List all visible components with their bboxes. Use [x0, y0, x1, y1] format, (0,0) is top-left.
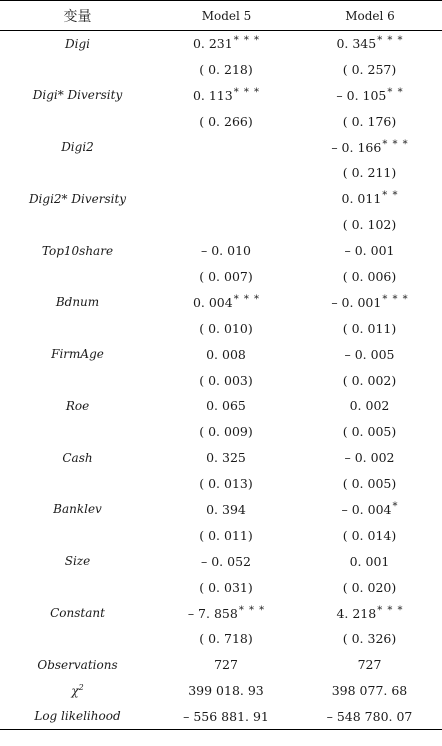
- variable-name: Digi: [65, 36, 90, 51]
- variable-cell: [0, 289, 155, 315]
- variable-cell: [0, 31, 155, 57]
- variable-cell: [0, 108, 155, 134]
- variable-cell: [0, 522, 155, 548]
- variable-cell: [0, 315, 155, 341]
- model-6-value: ( 0. 326): [342, 631, 397, 647]
- model-6-value: ( 0. 005): [342, 476, 397, 492]
- variable-cell: [0, 626, 155, 652]
- model-5-value: ( 0. 009): [199, 424, 253, 440]
- model-6-cell: [298, 212, 442, 238]
- variable-cell: [0, 600, 155, 626]
- variable-name: Roe: [65, 398, 90, 413]
- model-5-cell: [155, 315, 298, 341]
- variable-name: FirmAge: [51, 347, 104, 362]
- header-model-5: Model 5: [155, 1, 298, 31]
- table-row: [0, 212, 442, 238]
- model-5-cell: [155, 264, 298, 290]
- model-5-cell: [155, 574, 298, 600]
- model-6-value: ( 0. 176): [342, 113, 397, 129]
- model-6-value: 0. 011: [341, 191, 382, 207]
- variable-cell: [0, 186, 155, 212]
- model-5-cell: [155, 160, 298, 186]
- variable-name: Observations: [37, 657, 118, 672]
- variable-cell: [0, 419, 155, 445]
- model-6-value: – 0. 005: [344, 346, 395, 362]
- table-row: [0, 600, 442, 626]
- table-row: [0, 264, 442, 290]
- variable-name: Size: [64, 554, 91, 569]
- model-5-significance-stars: * * *: [233, 293, 261, 305]
- table-row: [0, 56, 442, 82]
- table-row: [0, 522, 442, 548]
- variable-cell: [0, 367, 155, 393]
- model-6-value: ( 0. 014): [342, 527, 397, 543]
- model-6-cell: [298, 56, 442, 82]
- model-6-cell: [298, 108, 442, 134]
- header-variable: 变量: [0, 1, 155, 31]
- model-5-cell: [155, 341, 298, 367]
- variable-name: Log likelihood: [34, 709, 121, 724]
- model-5-cell: [155, 419, 298, 445]
- model-5-cell: [155, 108, 298, 134]
- model-6-value: ( 0. 102): [342, 217, 397, 233]
- model-5-value: ( 0. 011): [199, 527, 253, 543]
- model-5-value: – 556 881. 91: [183, 708, 269, 724]
- model-6-value: – 0. 105: [336, 87, 387, 103]
- model-5-value: ( 0. 010): [199, 320, 253, 336]
- table-row: [0, 445, 442, 471]
- variable-superscript: 2: [78, 683, 84, 693]
- model-6-value: – 0. 001: [331, 294, 382, 310]
- model-6-cell: [298, 522, 442, 548]
- model-6-cell: [298, 419, 442, 445]
- model-5-cell: [155, 56, 298, 82]
- table-row: [0, 367, 442, 393]
- variable-cell: [0, 212, 155, 238]
- model-6-value: 0. 001: [349, 553, 390, 569]
- model-6-cell: [298, 264, 442, 290]
- model-5-value: 0. 113: [192, 87, 233, 103]
- model-5-significance-stars: * * *: [238, 604, 266, 616]
- variable-name: Bdnum: [55, 295, 100, 310]
- table-row: [0, 626, 442, 652]
- variable-cell: [0, 445, 155, 471]
- model-6-value: – 0. 166: [331, 139, 382, 155]
- model-6-cell: [298, 574, 442, 600]
- model-6-cell: [298, 471, 442, 497]
- model-5-cell: [155, 238, 298, 264]
- model-6-value: – 0. 004: [341, 501, 392, 517]
- model-6-value: ( 0. 020): [342, 579, 397, 595]
- table-row: [0, 393, 442, 419]
- model-6-cell: [298, 82, 442, 108]
- model-6-cell: [298, 548, 442, 574]
- model-6-cell: [298, 238, 442, 264]
- variable-cell: [0, 652, 155, 678]
- table-row: [0, 186, 442, 212]
- model-5-cell: [155, 522, 298, 548]
- model-6-value: 398 077. 68: [331, 683, 408, 699]
- variable-name: Constant: [50, 606, 105, 621]
- variable-cell: [0, 704, 155, 730]
- model-5-value: 727: [214, 657, 238, 673]
- model-5-value: 0. 231: [192, 36, 233, 52]
- table-row: [0, 108, 442, 134]
- model-5-value: 0. 325: [206, 450, 246, 466]
- model-6-cell: [298, 341, 442, 367]
- model-6-significance-stars: * *: [387, 86, 404, 98]
- header-model-6: Model 6: [298, 1, 442, 31]
- table-body: [0, 31, 442, 730]
- model-6-value: ( 0. 257): [342, 61, 397, 77]
- model-6-cell: [298, 497, 442, 523]
- model-5-cell: [155, 31, 298, 57]
- table-header-row: [0, 1, 442, 31]
- model-6-cell: [298, 160, 442, 186]
- model-5-value: 0. 008: [206, 346, 246, 362]
- model-6-significance-stars: * * *: [382, 138, 409, 150]
- model-6-value: ( 0. 006): [342, 268, 397, 284]
- table-row: [0, 31, 442, 57]
- variable-name: Digi2* Diversity: [28, 191, 127, 206]
- table-row: [0, 238, 442, 264]
- table-row: [0, 678, 442, 704]
- table-row: [0, 315, 442, 341]
- model-5-cell: [155, 600, 298, 626]
- variable-cell: [0, 471, 155, 497]
- model-5-cell: [155, 652, 298, 678]
- table-row: [0, 82, 442, 108]
- model-5-cell: [155, 704, 298, 730]
- variable-name: Banklev: [53, 502, 102, 517]
- model-5-value: – 0. 010: [201, 243, 251, 259]
- model-5-cell: [155, 134, 298, 160]
- model-5-cell: [155, 289, 298, 315]
- variable-cell: [0, 160, 155, 186]
- variable-cell: [0, 134, 155, 160]
- model-5-value: ( 0. 013): [199, 476, 253, 492]
- model-5-value: 0. 394: [206, 501, 246, 517]
- model-5-value: – 0. 052: [201, 553, 251, 569]
- variable-name: Digi* Diversity: [32, 88, 123, 103]
- model-6-value: ( 0. 005): [342, 424, 397, 440]
- model-6-significance-stars: * *: [382, 190, 399, 202]
- model-5-cell: [155, 393, 298, 419]
- model-6-value: 4. 218: [336, 605, 377, 621]
- model-5-value: ( 0. 003): [199, 372, 253, 388]
- table-row: [0, 419, 442, 445]
- model-5-cell: [155, 678, 298, 704]
- variable-cell: [0, 341, 155, 367]
- table-row: [0, 471, 442, 497]
- model-5-cell: [155, 212, 298, 238]
- model-6-cell: [298, 678, 442, 704]
- model-5-value: 0. 065: [206, 398, 246, 414]
- model-6-value: – 0. 001: [344, 243, 395, 259]
- model-6-cell: [298, 367, 442, 393]
- model-5-cell: [155, 548, 298, 574]
- table-row: [0, 497, 442, 523]
- table-row: [0, 341, 442, 367]
- table-row: [0, 548, 442, 574]
- model-6-cell: [298, 652, 442, 678]
- variable-cell: [0, 678, 155, 704]
- variable-cell: [0, 238, 155, 264]
- model-6-value: ( 0. 002): [342, 372, 397, 388]
- variable-name: Top10share: [41, 243, 114, 258]
- model-5-value: – 7. 858: [187, 605, 238, 621]
- model-6-cell: [298, 289, 442, 315]
- model-6-cell: [298, 445, 442, 471]
- model-6-cell: [298, 393, 442, 419]
- model-5-value: ( 0. 266): [199, 113, 253, 129]
- variable-cell: [0, 393, 155, 419]
- model-6-cell: [298, 31, 442, 57]
- table-row: [0, 704, 442, 730]
- model-6-cell: [298, 186, 442, 212]
- model-5-cell: [155, 626, 298, 652]
- variable-name: Cash: [62, 450, 93, 465]
- model-5-value: 0. 004: [192, 294, 233, 310]
- model-5-significance-stars: * * *: [233, 35, 261, 47]
- table-row: [0, 574, 442, 600]
- model-5-cell: [155, 497, 298, 523]
- model-6-value: ( 0. 011): [342, 320, 397, 336]
- model-5-value: ( 0. 007): [199, 268, 253, 284]
- model-5-value: ( 0. 218): [199, 61, 253, 77]
- model-6-cell: [298, 315, 442, 341]
- variable-name: Digi2: [61, 140, 94, 154]
- variable-cell: [0, 56, 155, 82]
- variable-cell: [0, 497, 155, 523]
- model-6-significance-stars: *: [392, 500, 399, 512]
- model-5-value: 399 018. 93: [188, 683, 264, 699]
- model-6-significance-stars: * * *: [377, 604, 404, 616]
- model-6-cell: [298, 134, 442, 160]
- model-6-value: – 0. 002: [344, 450, 395, 466]
- variable-name: χ: [71, 684, 79, 699]
- model-5-value: ( 0. 031): [199, 579, 253, 595]
- model-6-value: 0. 002: [349, 398, 390, 414]
- variable-cell: [0, 82, 155, 108]
- model-6-cell: [298, 704, 442, 730]
- model-6-value: ( 0. 211): [342, 165, 397, 181]
- variable-cell: [0, 574, 155, 600]
- table-row: [0, 289, 442, 315]
- table-row: [0, 652, 442, 678]
- variable-cell: [0, 548, 155, 574]
- table-row: [0, 134, 442, 160]
- model-6-significance-stars: * * *: [382, 293, 409, 305]
- model-6-value: – 548 780. 07: [326, 708, 413, 724]
- model-5-cell: [155, 186, 298, 212]
- model-6-cell: [298, 600, 442, 626]
- model-5-cell: [155, 445, 298, 471]
- model-5-cell: [155, 367, 298, 393]
- model-6-significance-stars: * * *: [377, 35, 404, 47]
- model-5-significance-stars: * * *: [233, 86, 261, 98]
- model-6-value: 0. 345: [336, 36, 377, 52]
- model-6-cell: [298, 626, 442, 652]
- model-6-value: 727: [357, 657, 382, 673]
- model-5-value: ( 0. 718): [199, 631, 253, 647]
- model-5-cell: [155, 471, 298, 497]
- variable-cell: [0, 264, 155, 290]
- model-5-cell: [155, 82, 298, 108]
- table-row: [0, 160, 442, 186]
